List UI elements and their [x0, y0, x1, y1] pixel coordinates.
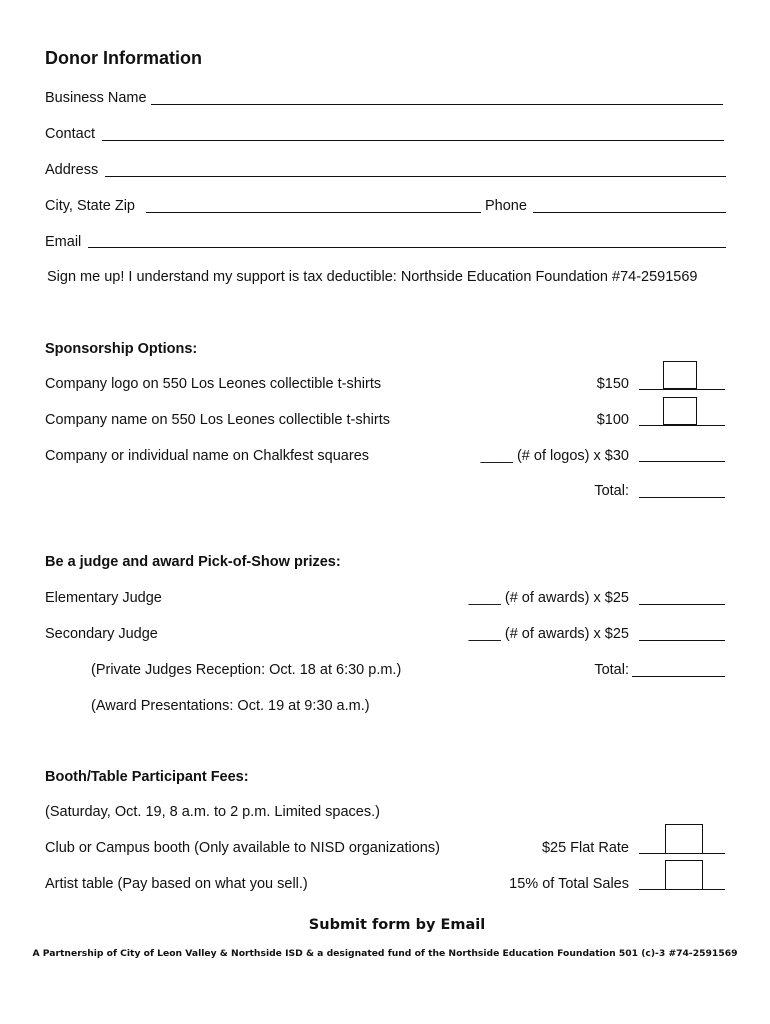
sponsorship-heading: Sponsorship Options:: [45, 341, 198, 357]
reception-note: (Private Judges Reception: Oct. 18 at 6:30 p.m.): [91, 662, 402, 678]
artist-table-price: 15% of Total Sales: [509, 876, 629, 892]
sponsor-logo-price: $150: [596, 376, 629, 392]
elementary-judge-label: Elementary Judge: [45, 590, 162, 606]
submit-email-button[interactable]: Submit form by Email: [308, 917, 486, 933]
secondary-judge-amount-field[interactable]: [639, 640, 725, 641]
secondary-judge-price: ____ (# of awards) x $25: [468, 626, 629, 642]
business-name-field[interactable]: [151, 104, 723, 105]
secondary-judge-label: Secondary Judge: [45, 626, 158, 642]
campus-booth-label: Club or Campus booth (Only available to NISD organizations): [45, 840, 440, 856]
phone-field[interactable]: [533, 212, 726, 213]
address-field[interactable]: [105, 176, 726, 177]
sponsorship-total-label: Total:: [594, 483, 629, 499]
city-state-zip-label: City, State Zip: [45, 198, 135, 214]
judge-total-field[interactable]: [632, 676, 725, 677]
sponsor-name-amount-line: [639, 425, 725, 426]
business-name-label: Business Name: [45, 90, 147, 106]
sponsor-name-label: Company name on 550 Los Leones collectible t-shirts: [45, 412, 390, 428]
footer-partnership-text: A Partnership of City of Leon Valley & Northside ISD & a designated fund of the Northside Education Foundation 501 (c)-3 #74-2591569: [32, 948, 738, 959]
address-label: Address: [45, 162, 99, 178]
elementary-judge-amount-field[interactable]: [639, 604, 725, 605]
chalkfest-label: Company or individual name on Chalkfest squares: [45, 448, 370, 464]
contact-label: Contact: [45, 126, 95, 142]
judge-total-label: Total:: [594, 662, 629, 678]
campus-booth-price: $25 Flat Rate: [541, 840, 629, 856]
sponsor-logo-label: Company logo on 550 Los Leones collectible t-shirts: [45, 376, 382, 392]
page-title: Donor Information: [45, 48, 202, 68]
email-field[interactable]: [88, 247, 726, 248]
judge-heading: Be a judge and award Pick-of-Show prizes:: [45, 554, 341, 570]
chalkfest-price: ____ (# of logos) x $30: [480, 448, 629, 464]
sponsor-name-price: $100: [596, 412, 629, 428]
chalkfest-amount-field[interactable]: [639, 461, 725, 462]
artist-table-checkbox[interactable]: [665, 860, 703, 890]
sponsorship-total-field[interactable]: [639, 497, 725, 498]
artist-table-label: Artist table (Pay based on what you sell.): [45, 876, 308, 892]
campus-booth-checkbox[interactable]: [665, 824, 703, 854]
booth-heading: Booth/Table Participant Fees:: [45, 769, 249, 785]
phone-label: Phone: [485, 198, 527, 214]
presentation-note: (Award Presentations: Oct. 19 at 9:30 a.m.): [91, 698, 370, 714]
sponsor-logo-amount-line: [639, 389, 725, 390]
booth-note: (Saturday, Oct. 19, 8 a.m. to 2 p.m. Limited spaces.): [45, 804, 380, 820]
elementary-judge-price: ____ (# of awards) x $25: [468, 590, 629, 606]
signup-statement: Sign me up! I understand my support is tax deductible: Northside Education Foundation #74-2591569: [47, 269, 698, 285]
city-state-zip-field[interactable]: [146, 212, 481, 213]
email-label: Email: [45, 234, 82, 250]
sponsor-logo-checkbox[interactable]: [663, 361, 697, 389]
sponsor-name-checkbox[interactable]: [663, 397, 697, 425]
contact-field[interactable]: [102, 140, 724, 141]
